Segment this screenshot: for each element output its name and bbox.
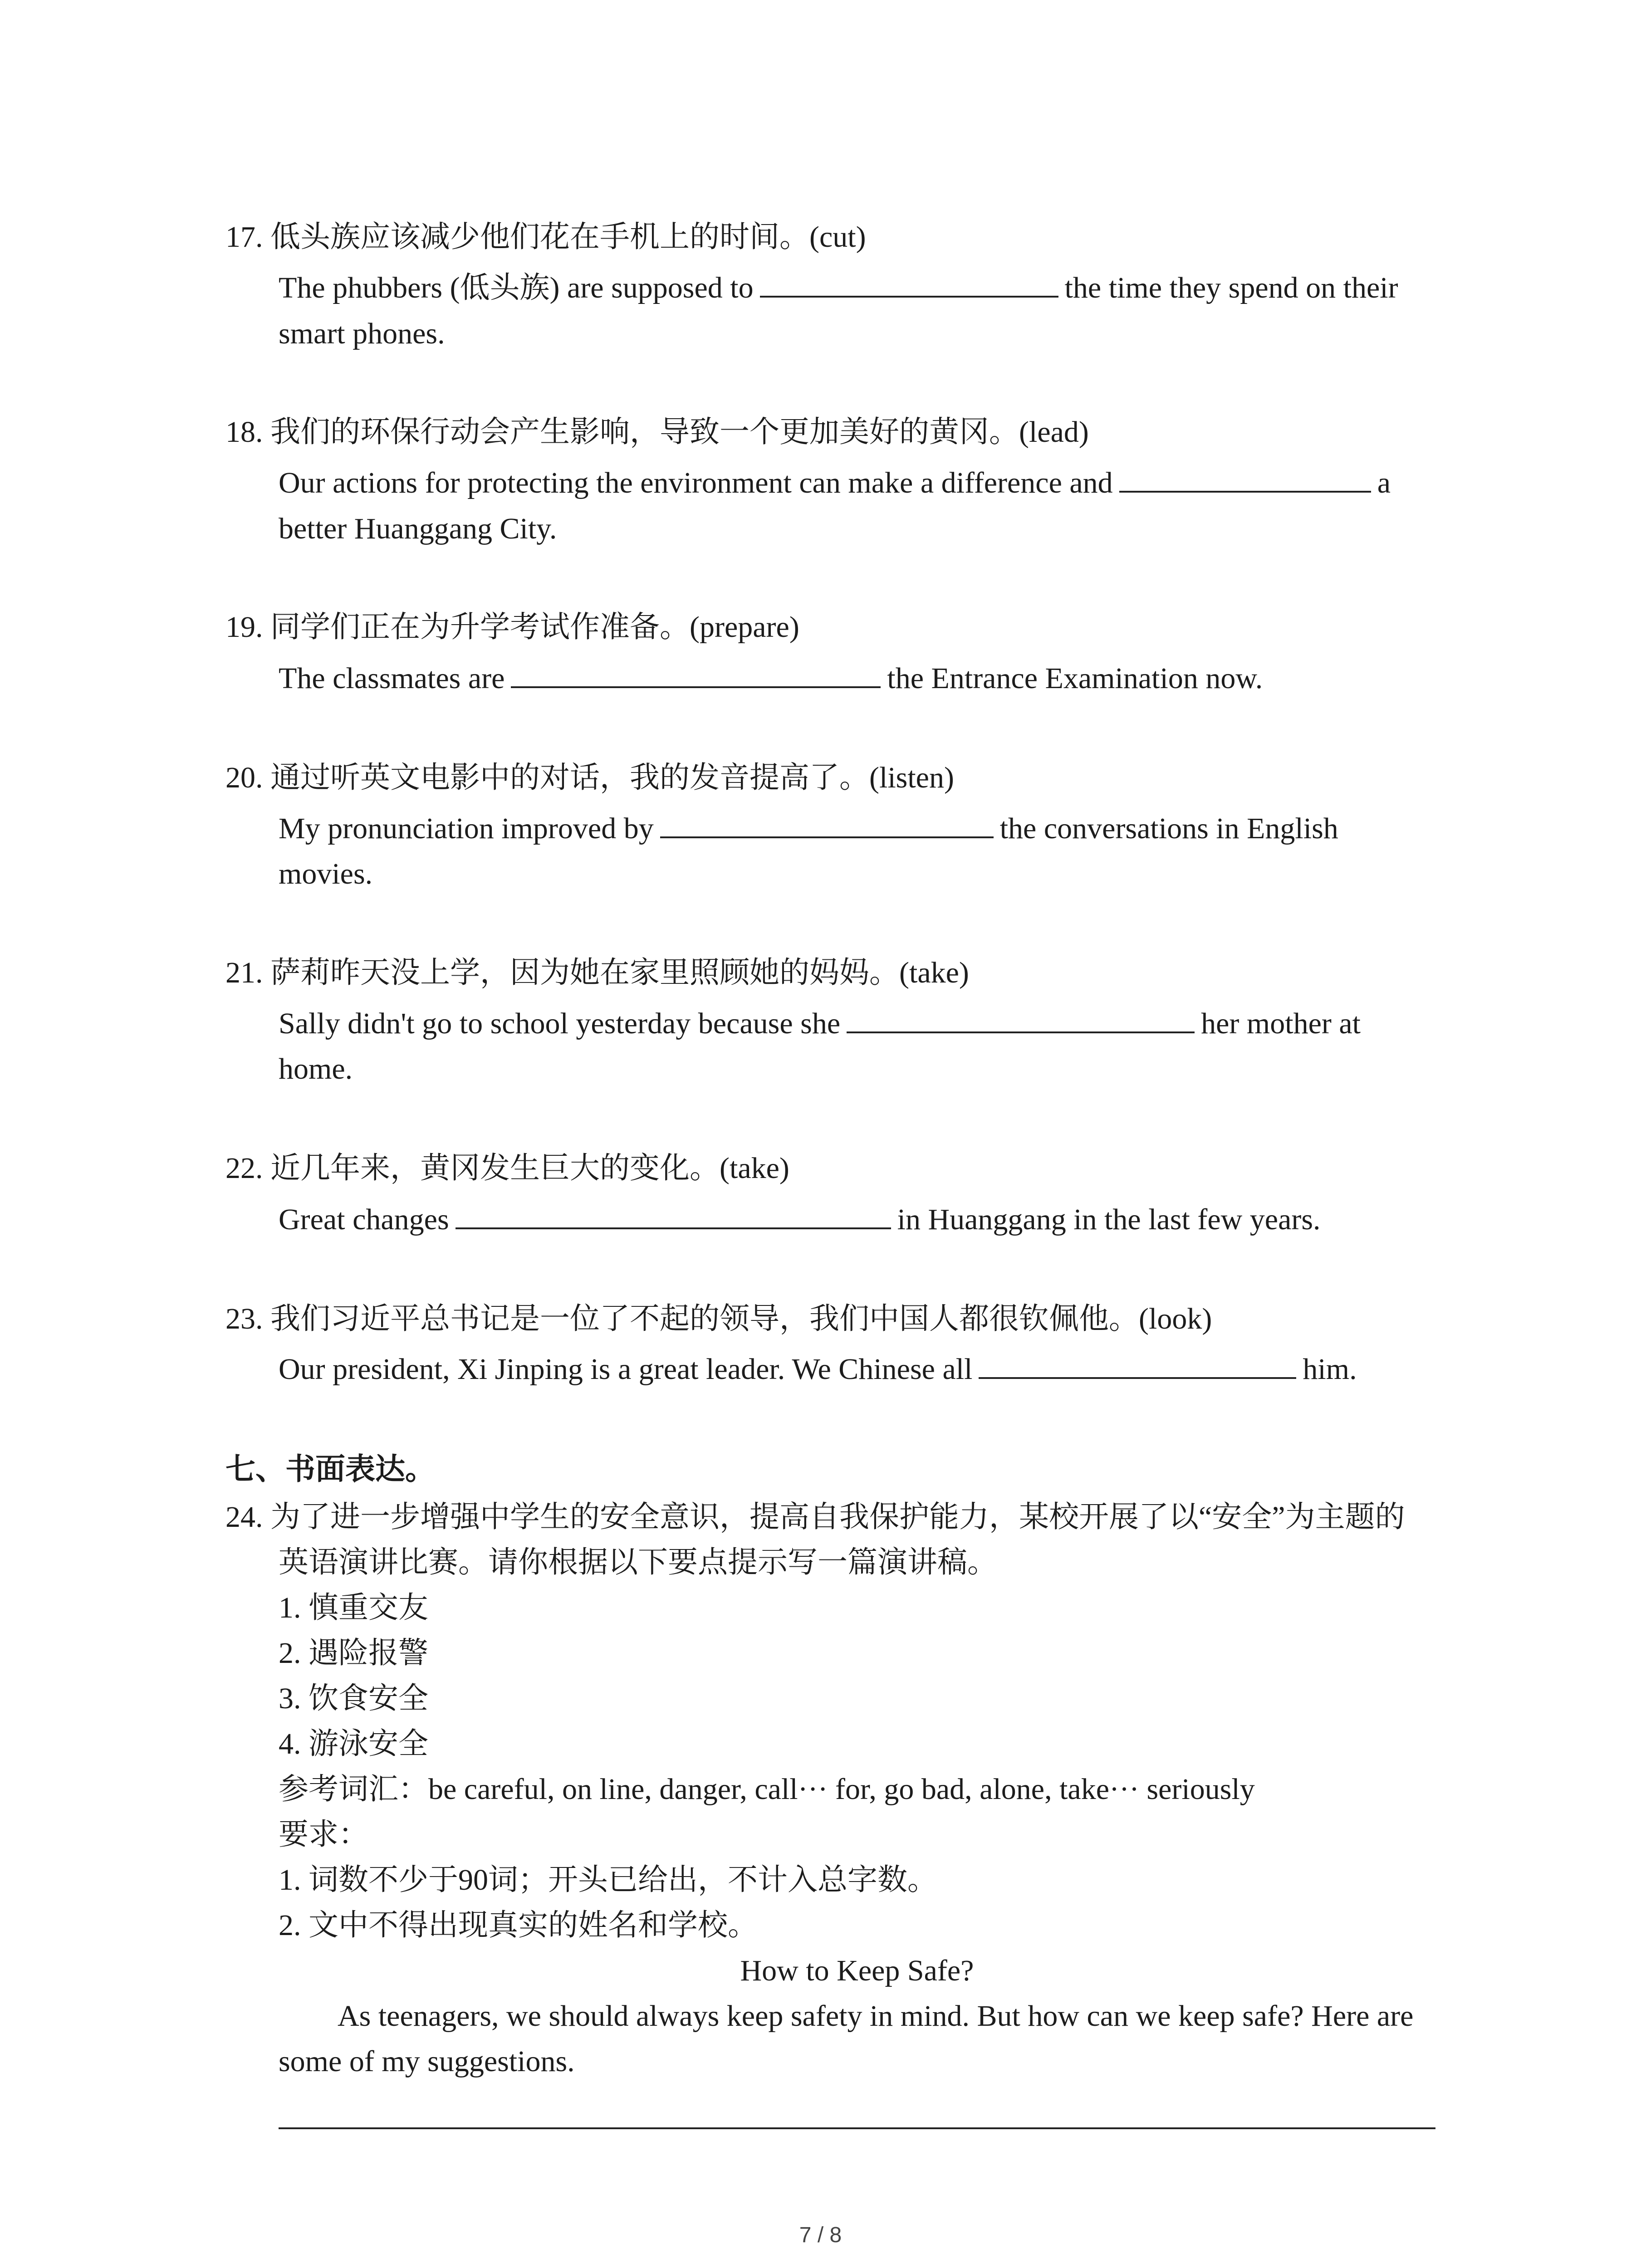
essay-title: How to Keep Safe?: [740, 1954, 974, 1987]
essay-opening: As teenagers, we should always keep safety in mind. But how can we keep safe? Here are: [338, 1999, 1414, 2033]
sentence-before: Our actions for protecting the environment can make a difference and: [279, 466, 1113, 499]
question-21-sentence-cont: home.: [279, 1052, 353, 1085]
sentence-after: her mother at: [1201, 1007, 1361, 1040]
sentence-before: The classmates are: [279, 662, 505, 695]
question-23-sentence: [279, 1350, 1357, 1388]
question-17: [225, 218, 866, 256]
question-prompt: 我们习近平总书记是一位了不起的领导，我们中国人都很钦佩他。(look): [270, 1302, 1212, 1335]
question-number: 19.: [225, 611, 263, 644]
point-item: 2. 遇险报警: [279, 1637, 428, 1670]
question-prompt: 同学们正在为升学考试作准备。(prepare): [270, 611, 799, 644]
question-number: 22.: [225, 1152, 263, 1185]
question-prompt: 通过听英文电影中的对话，我的发音提高了。(listen): [270, 761, 954, 794]
question-24-intro-cont: 英语演讲比赛。请你根据以下要点提示写一篇演讲稿。: [279, 1546, 997, 1579]
question-23: [225, 1300, 1212, 1338]
essay-opening-cont: some of my suggestions.: [279, 2045, 575, 2078]
vocabulary-hint: 参考词汇：be careful, on line, danger, call··· for, go bad, alone, take··· seriously: [279, 1773, 1255, 1806]
question-number: 24.: [225, 1501, 263, 1534]
question-20-sentence-cont: movies.: [279, 857, 373, 890]
question-prompt: 近几年来，黄冈发生巨大的变化。(take): [270, 1152, 789, 1185]
point-item: 4. 游泳安全: [279, 1727, 428, 1760]
question-prompt: 低头族应该减少他们花在手机上的时间。(cut): [270, 220, 866, 254]
question-17-sentence-cont: smart phones.: [279, 317, 445, 350]
answer-blank[interactable]: [760, 269, 1058, 298]
question-17-sentence: [279, 269, 1398, 307]
point-item: 1. 慎重交友: [279, 1591, 428, 1624]
question-19: [225, 608, 799, 646]
sentence-after: in Huanggang in the last few years.: [897, 1203, 1321, 1236]
question-21: [225, 954, 969, 992]
requirement-item: 1. 词数不少于90词；开头已给出，不计入总字数。: [279, 1863, 937, 1897]
sentence-after: the Entrance Examination now.: [887, 662, 1263, 695]
answer-blank[interactable]: [511, 659, 881, 688]
question-22-sentence: [279, 1200, 1321, 1239]
question-number: 21.: [225, 956, 263, 989]
question-18-sentence-cont: better Huanggang City.: [279, 512, 557, 545]
question-21-sentence: [279, 1004, 1361, 1043]
question-prompt: 萨莉昨天没上学，因为她在家里照顾她的妈妈。(take): [270, 956, 969, 989]
answer-blank[interactable]: [456, 1200, 891, 1229]
requirements-label: 要求：: [279, 1818, 368, 1851]
question-19-sentence: [279, 659, 1263, 698]
question-20: [225, 759, 954, 797]
sentence-before: My pronunciation improved by: [279, 812, 654, 845]
question-number: 20.: [225, 761, 263, 794]
sentence-after: him.: [1303, 1353, 1357, 1386]
sentence-after: a: [1377, 466, 1391, 499]
sentence-before: Great changes: [279, 1203, 449, 1236]
answer-blank[interactable]: [660, 809, 994, 838]
answer-blank[interactable]: [1119, 464, 1371, 493]
question-number: 17.: [225, 220, 263, 254]
sentence-after: the conversations in English: [999, 812, 1338, 845]
question-22: [225, 1149, 789, 1188]
page-number: 7 / 8: [799, 2223, 842, 2247]
sentence-before: The phubbers (低头族) are supposed to: [279, 271, 754, 304]
question-number: 18.: [225, 415, 263, 449]
section-heading: 七、书面表达。: [225, 1453, 435, 1486]
question-prompt: 我们的环保行动会产生影响，导致一个更加美好的黄冈。(lead): [270, 415, 1089, 449]
question-intro: 为了进一步增强中学生的安全意识，提高自我保护能力，某校开展了以“安全”为主题的: [270, 1501, 1405, 1534]
answer-blank[interactable]: [979, 1350, 1296, 1379]
question-18-sentence: [279, 464, 1391, 502]
sentence-after: the time they spend on their: [1064, 271, 1398, 304]
sentence-before: Our president, Xi Jinping is a great leader. We Chinese all: [279, 1353, 973, 1386]
sentence-before: Sally didn't go to school yesterday because she: [279, 1007, 841, 1040]
question-number: 23.: [225, 1302, 263, 1335]
question-24: [225, 1498, 1405, 1536]
question-18: [225, 413, 1089, 451]
point-item: 3. 饮食安全: [279, 1682, 428, 1715]
answer-blank[interactable]: [847, 1004, 1195, 1033]
question-20-sentence: [279, 809, 1338, 848]
writing-line[interactable]: [279, 2127, 1435, 2129]
requirement-item: 2. 文中不得出现真实的姓名和学校。: [279, 1909, 758, 1942]
